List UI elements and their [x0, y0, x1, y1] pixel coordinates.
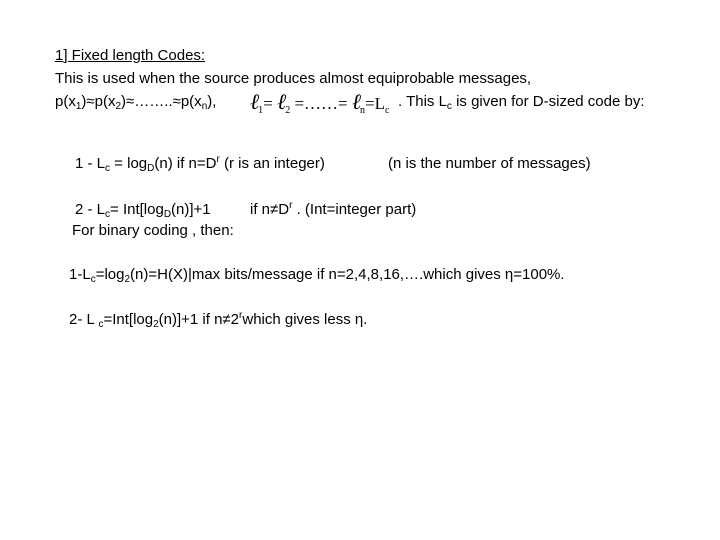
case-2-line: $2 - L_c= Int[\log_D(n)]+1$	[75, 201, 211, 220]
section-heading: 1] Fixed length Codes:	[55, 47, 206, 64]
binary-case-1: $1-L_c=\log_2(n)=H(X)|\max$ bits/message if n=2,4,8,16,….which gives η=100%.	[69, 266, 565, 285]
intro-line: This is used when the source produces almost equiprobable messages,	[55, 70, 532, 87]
binary-case-2: 2- L $_c=Int[\log_2(n)]+1$ if $n\ne 2^rwhich$ gives less η.	[69, 310, 368, 330]
case-1-note: (n is the number of messages)	[388, 155, 591, 172]
code-length-equality-formula: ℓ$_1$= ℓ$_2$ =……= $\ell_n=L_c$	[250, 89, 390, 116]
binary-coding-line: For binary coding , then:	[72, 222, 234, 239]
probability-line: $p(x_1)\approx p(x_2)\approx\dots\dots..\approx p(x_n)$,	[55, 93, 217, 112]
lc-description: . This $L_c$ is given for D-sized code by:	[398, 93, 645, 112]
case-2-condition: if $n\ne D^r$ . (Int=integer part)	[250, 200, 417, 218]
case-1-line: $1 - L_c = \log_D(n)$ if $n=D^r$ (r is an integer)	[75, 154, 325, 174]
